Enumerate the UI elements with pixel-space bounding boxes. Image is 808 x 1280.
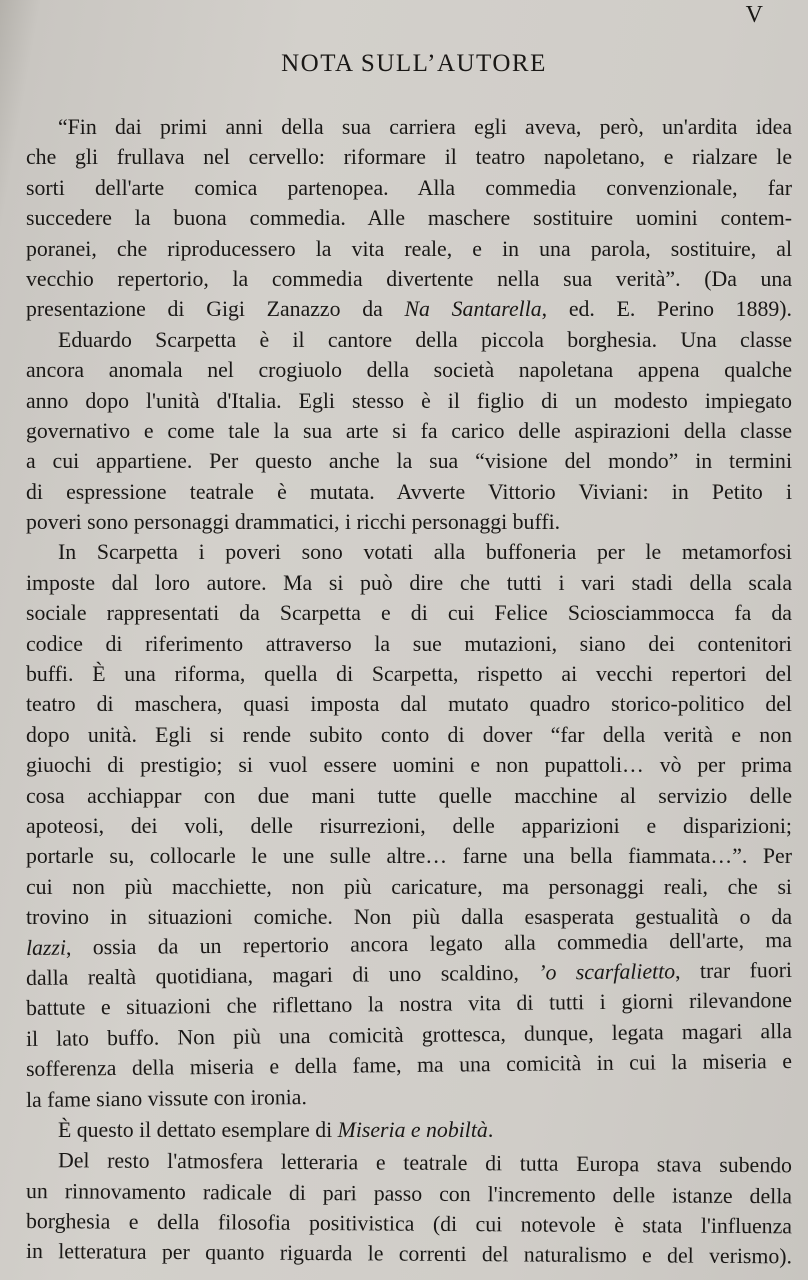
text-line: battute e situazioni che riflettano la nostra vita di tutti i giorni rilevandone <box>25 988 793 1021</box>
text-line: il lato buffo. Non più una comicità grottesca, dunque, legata magari alla <box>25 1018 793 1051</box>
text-line: sorti dell'arte comica partenopea. Alla commedia convenzionale, far <box>26 175 792 200</box>
text-line: cosa acchiappar con due mani tutte quelle macchine al servizio delle <box>26 783 792 808</box>
text-line: codice di riferimento attraverso la sue mutazioni, siano dei contenitori <box>26 631 792 656</box>
text-line <box>26 294 792 324</box>
text-line: governativo e come tale la sua arte si fa carico delle aspirazioni della classe <box>26 418 792 443</box>
text-line: trovino in situazioni comiche. Non più dalla esasperata gestualità o da <box>26 905 792 930</box>
text-line: un rinnovamento radicale di pari passo con l'incremento delle istanze della <box>25 1178 793 1209</box>
text-run: presentazione di Gigi Zanazzo da <box>26 297 405 322</box>
text-line: dopo unità. Egli si rende subito conto di dover “far della verità e non <box>26 722 792 747</box>
text-line: ancora anomala nel crogiuolo della società napoletana appena qualche <box>26 358 792 383</box>
text-run: dalla realtà quotidiana, magari di uno scaldino, <box>25 960 539 990</box>
text-run: , trar fuori <box>674 957 793 984</box>
italic-title: Na Santarella <box>404 297 542 322</box>
text-line: borghesia e della filosofia positivistica (di cui notevole è stata l'influenza <box>25 1209 793 1239</box>
text-line: giuochi di prestigio; si vuol essere uomini e non pupattoli… vò per prima <box>26 753 792 778</box>
text-line: in letteratura per quanto riguarda le correnti del naturalismo e del verismo). <box>25 1239 793 1269</box>
text-line: Eduardo Scarpetta è il cantore della piccola borghesia. Una classe <box>58 327 792 352</box>
text-line: che gli frullava nel cervello: riformare il teatro napoletano, e rialzare le <box>26 145 792 170</box>
text-line: vecchio repertorio, la commedia divertente nella sua verità”. (Da una <box>26 266 792 291</box>
text-line: imposte dal loro autore. Ma si può dire che tutti i vari stadi della scala <box>26 570 792 595</box>
italic-term: lazzi <box>25 935 67 960</box>
text-line: di espressione teatrale è mutata. Avverte Vittorio Viviani: in Petito i <box>26 479 792 504</box>
italic-title: ’o scarfalietto <box>538 959 676 985</box>
text-line: poranei, che riproducessero la vita reale, e in una parola, sostituire, al <box>26 236 792 261</box>
text-line: portarle su, collocarle le une sulle altre… farne una bella fiammata…”. Per <box>26 844 792 869</box>
text-line: apoteosi, dei voli, delle risurrezioni, delle apparizioni e disparizioni; <box>26 813 792 838</box>
italic-title: Miseria e nobiltà <box>337 1117 488 1142</box>
text-line: Del resto l'atmosfera letteraria e teatrale di tutta Europa stava subendo <box>57 1148 793 1178</box>
text-line: poveri sono personaggi drammatici, i ricchi personaggi buffi. <box>26 510 561 535</box>
text-line <box>26 1115 792 1145</box>
text-run: , ed. E. Perino 1889). <box>541 297 792 322</box>
text-line: “Fin dai primi anni della sua carriera egli aveva, però, un'ardita idea <box>58 115 792 139</box>
text-line: la fame siano vissute con ironia. <box>25 1084 307 1112</box>
text-line: In Scarpetta i poveri sono votati alla buffoneria per le metamorfosi <box>58 540 792 565</box>
text-line: buffi. È una riforma, quella di Scarpetta, rispetto ai vecchi repertori del <box>26 662 792 687</box>
body-text <box>26 112 792 1267</box>
text-line: a cui appartiene. Per questo anche la sua “visione del mondo” in termini <box>26 449 792 474</box>
text-line: teatro di maschera, quasi imposta dal mutato quadro storico-politico del <box>26 692 792 717</box>
text-line: succedere la buona commedia. Alle maschere sostituire uomini contem- <box>26 206 792 231</box>
text-run: . <box>487 1117 494 1142</box>
text-line: sofferenza della miseria e della fame, ma una comicità in cui la miseria e <box>25 1049 793 1082</box>
page-number: V <box>745 2 764 28</box>
text-line: sociale rappresentati da Scarpetta e di cui Felice Sciosciammocca fa da <box>26 601 792 626</box>
page-title: NOTA SULL’AUTORE <box>281 50 547 77</box>
text-line: anno dopo l'unità d'Italia. Egli stesso è il figlio di un modesto impiegato <box>26 388 792 413</box>
text-line: cui non più macchiette, non più caricature, ma personaggi reali, che si <box>26 874 792 899</box>
text-run: , ossia da un repertorio ancora legato alla commedia dell'arte, ma <box>65 927 793 960</box>
text-run: È questo il dettato esemplare di <box>58 1117 338 1142</box>
